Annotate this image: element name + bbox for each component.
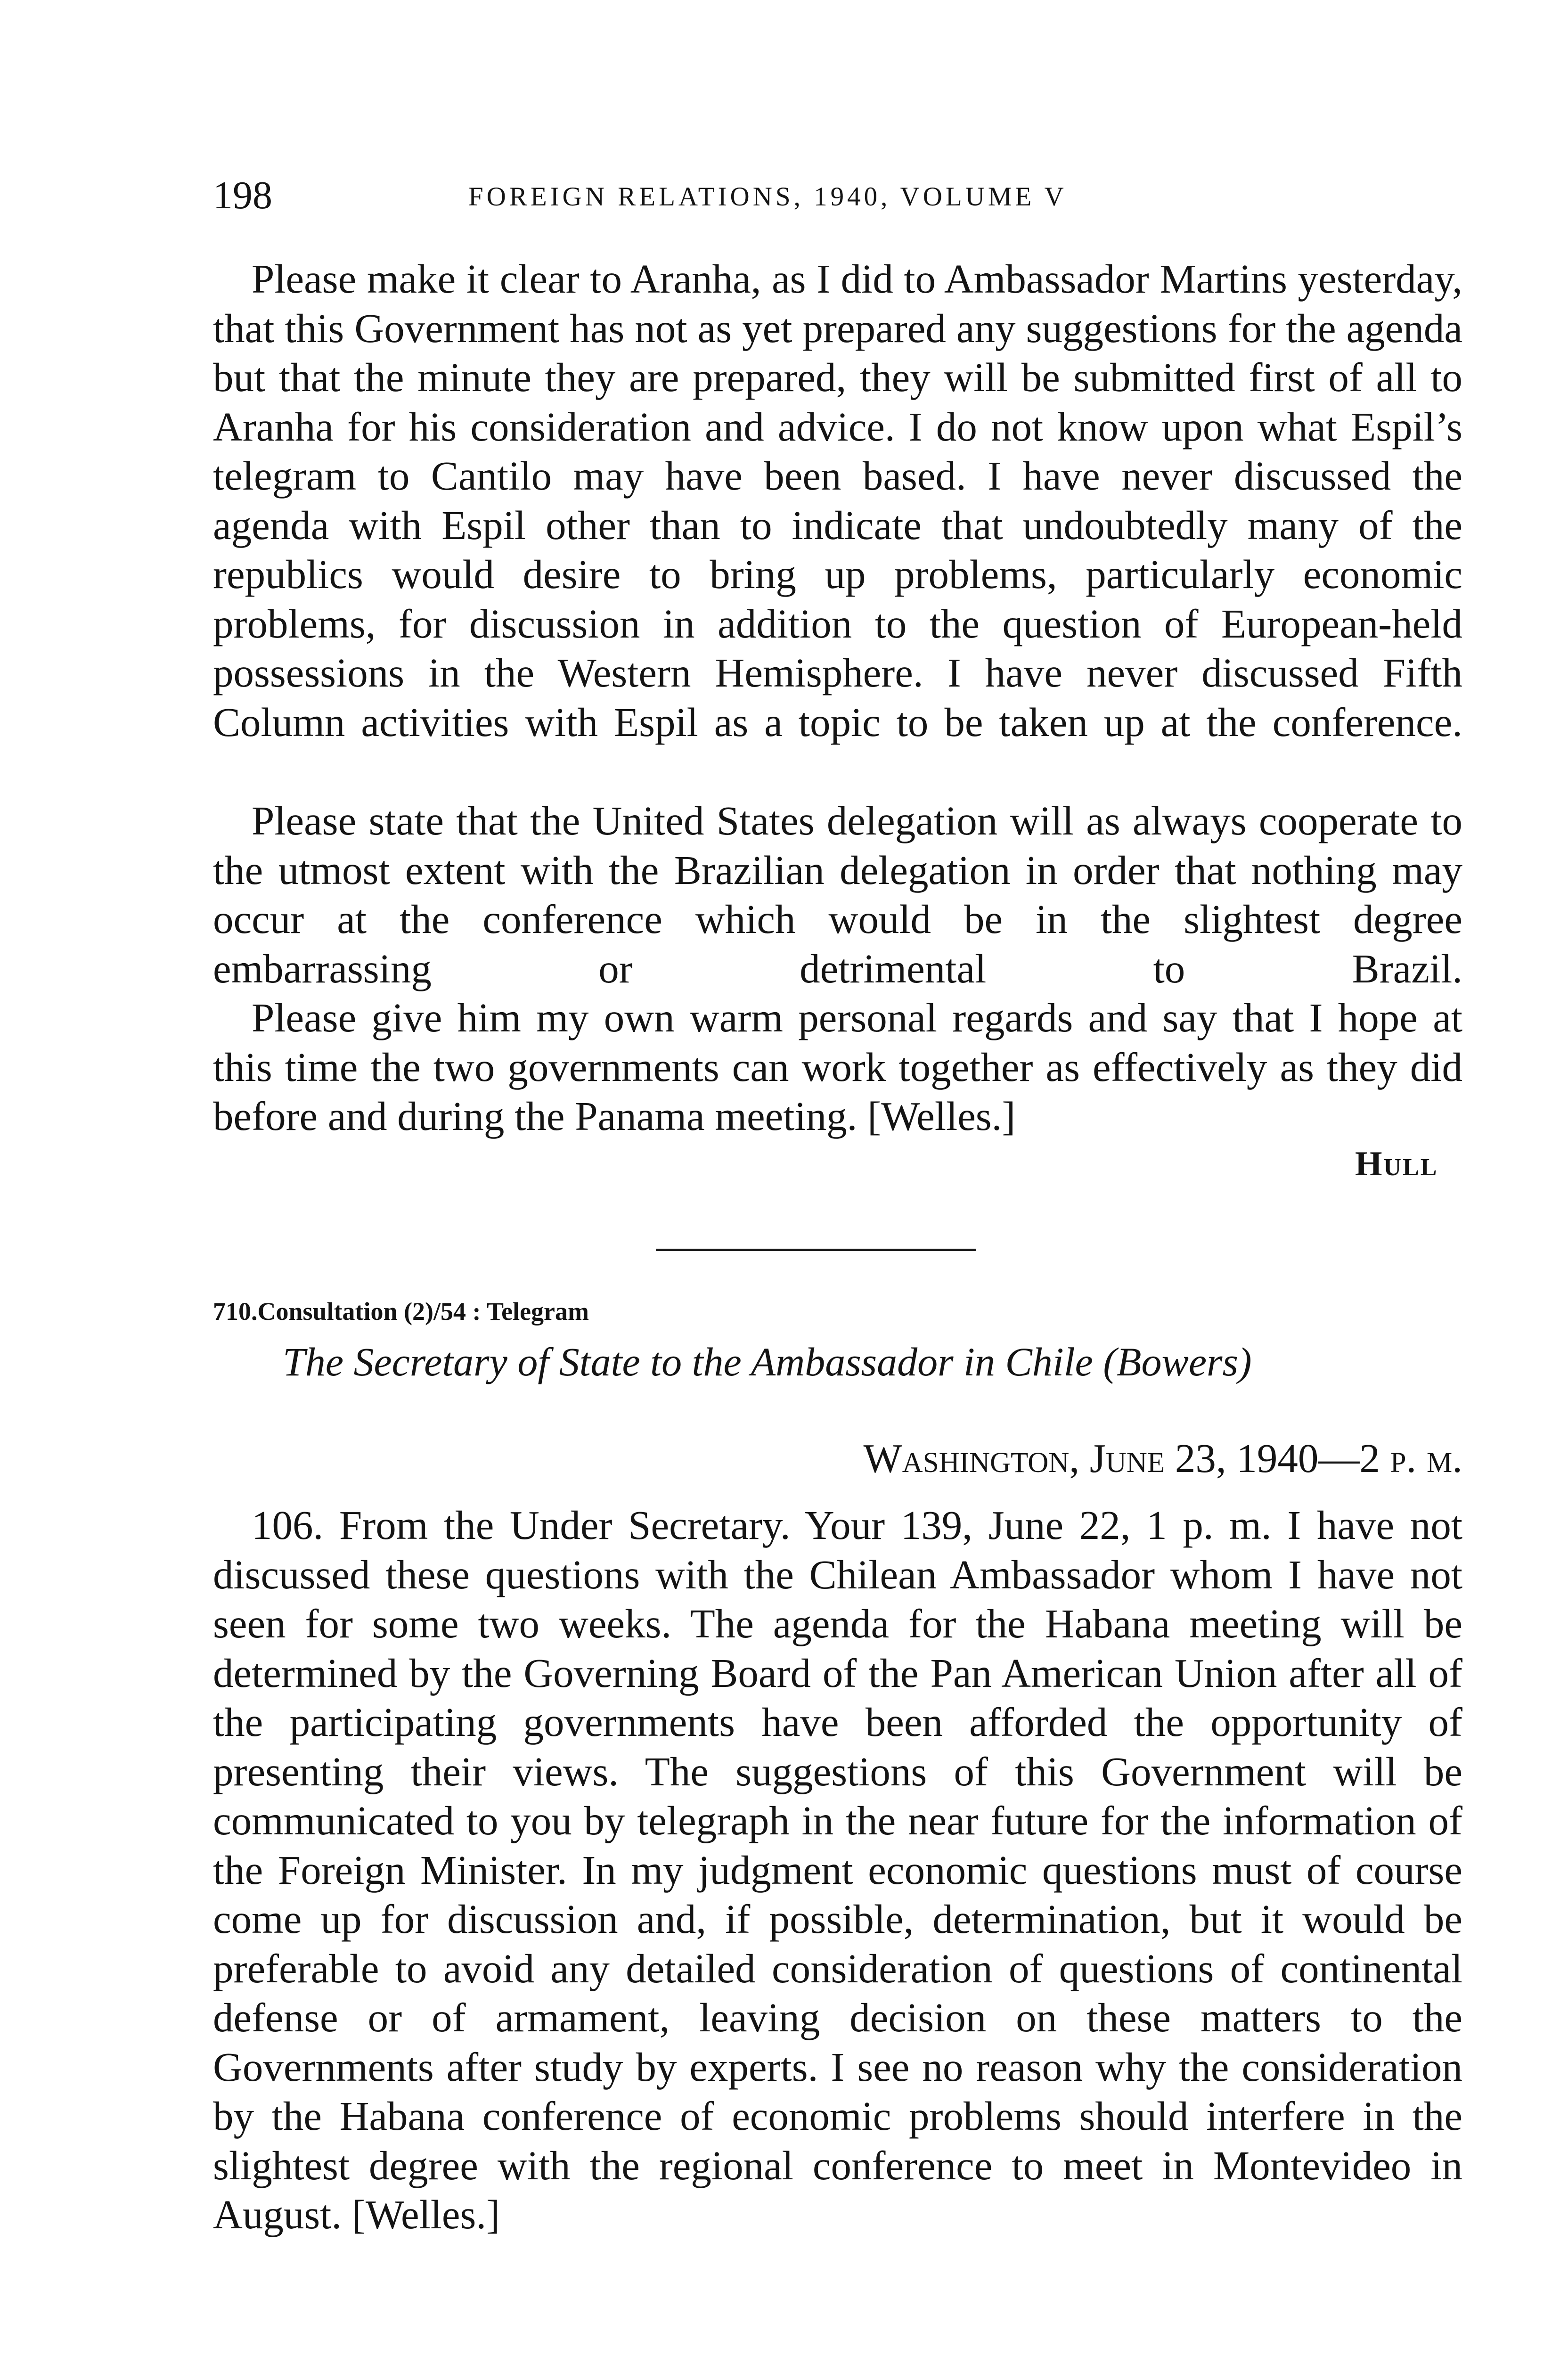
file-number: 710.Consultation (2)/54 : Telegram xyxy=(213,1297,589,1325)
running-title: FOREIGN RELATIONS, 1940, VOLUME V xyxy=(468,182,1067,212)
paragraph-personal-regards: Please give him my own warm personal regards and say that I hope at this time the two governments can work together as effectively as they did before and during the Panama meeting. [Welles.] xyxy=(213,995,1462,1139)
section-divider xyxy=(656,1249,976,1251)
telegram-body: 106. From the Under Secretary. Your 139, June 22, 1 p. m. I have not discussed these questions with the Chilean Ambassador whom I have not seen for some two weeks. The agenda for the Habana meeting will be determined by the Governing Board of the Pan American Union after all of the participating governments have been afforded the opportunity of presenting their views. The suggestions of this Government will be communicated to you by telegraph in the near future for the information of the Foreign Minister. In my judgment economic questions must of course come up for discussion and, if possible, determination, but it would be preferable to avoid any detailed consideration of questions of continental defense or of armament, leaving decision on these matters to the Governments after study by experts. I see no reason why the consideration by the Habana conference of economic problems should interfere in the slightest degree with the regional conference to meet in Montevideo in August. [Welles.] xyxy=(213,1502,1462,2237)
document-heading: The Secretary of State to the Ambassador in Chile (Bowers) xyxy=(283,1339,1252,1384)
paragraph-aranha-agenda: Please make it clear to Aranha, as I did to Ambassador Martins yesterday, that this Government has not as yet prepared any suggestions for the agenda but that the minute they are prepared, they will be submitted first of all to Aranha for his consideration and advice. I do not know upon what Espil’s telegram to Cantilo may have been based. I have never discussed the agenda with Espil other than to indicate that undoubtedly many of the republics would desire to bring up problems, particularly economic problems, for discussion in addition to the question of European-held possessions in the Western Hemisphere. I have never discussed Fifth Column activities with Espil as a topic to be taken up at the conference. xyxy=(213,256,1462,745)
page-number: 198 xyxy=(213,173,272,217)
paragraph-delegation-cooperation: Please state that the United States delegation will as always cooperate to the utmost extent with the Brazilian delegation in order that nothing may occur at the conference which would be in the slightest degree embarrassing or detrimental to Brazil. xyxy=(213,798,1462,991)
signature-hull-1: Hull xyxy=(1355,1145,1438,1183)
dateline: Washington, June 23, 1940—2 p. m. xyxy=(863,1435,1462,1481)
running-head xyxy=(213,170,1462,221)
